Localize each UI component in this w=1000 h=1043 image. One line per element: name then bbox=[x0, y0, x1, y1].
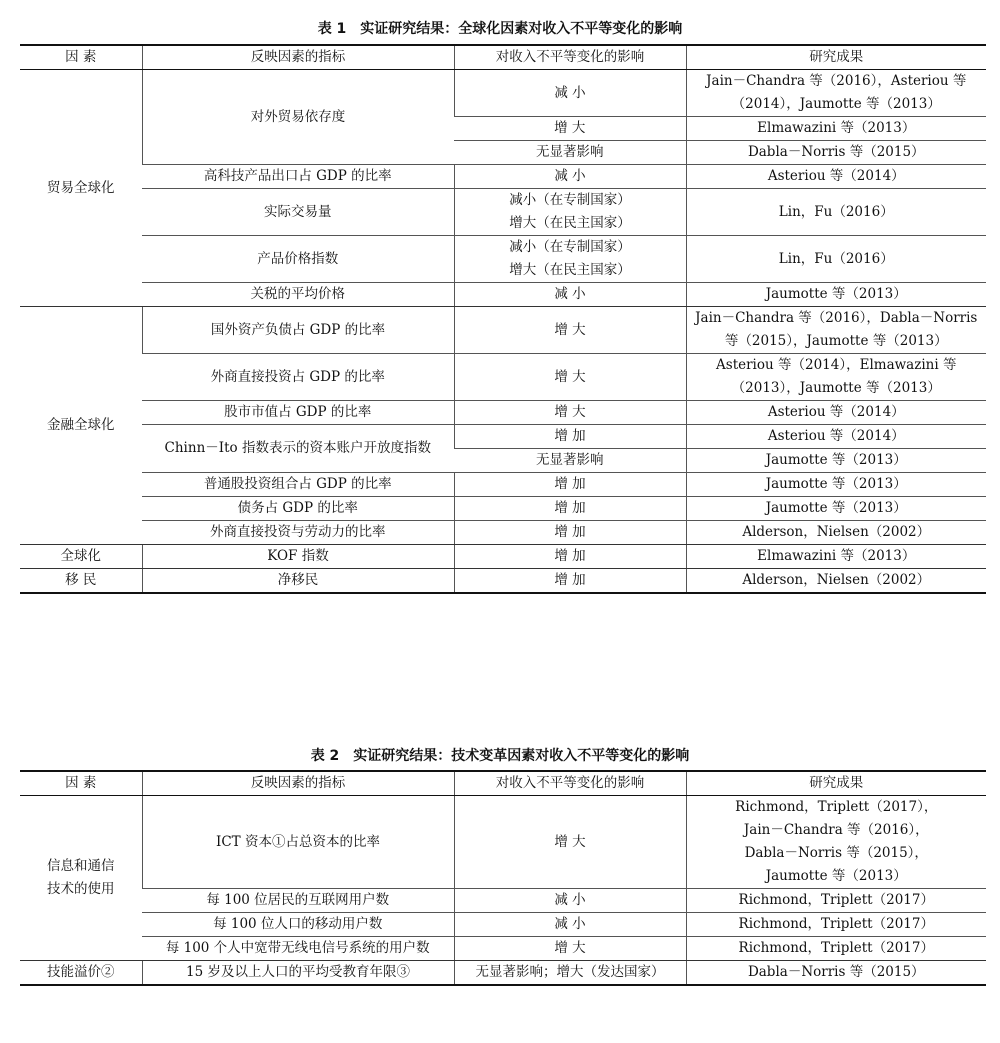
indicator-cell: 关税的平均价格 bbox=[142, 283, 454, 307]
indicator-cell: KOF 指数 bbox=[142, 545, 454, 569]
indicator-cell: Chinn－Ito 指数表示的资本账户开放度指数 bbox=[142, 425, 454, 473]
research-cell: Jaumotte 等（2013） bbox=[686, 449, 986, 473]
table-row bbox=[20, 425, 986, 449]
factor-cell bbox=[20, 796, 142, 961]
effect-cell: 减 小 bbox=[454, 165, 686, 189]
effect-cell: 增 大 bbox=[454, 117, 686, 141]
effect-cell: 减 小 bbox=[454, 889, 686, 913]
research-cell-line: Jain－Chandra 等（2016），Asteriou 等 bbox=[706, 73, 967, 89]
table-row bbox=[20, 283, 986, 307]
table2 bbox=[20, 770, 986, 986]
research-cell-line: （2014），Jaumotte 等（2013） bbox=[731, 96, 941, 112]
table-row bbox=[20, 165, 986, 189]
research-cell: Elmawazini 等（2013） bbox=[686, 545, 986, 569]
effect-cell: 增 大 bbox=[454, 307, 686, 354]
indicator-cell: 每 100 位人口的移动用户数 bbox=[142, 913, 454, 937]
research-cell: Jaumotte 等（2013） bbox=[686, 283, 986, 307]
research-cell-line: 等（2015），Jaumotte 等（2013） bbox=[724, 333, 948, 349]
research-cell: Richmond，Triplett（2017） bbox=[686, 913, 986, 937]
research-cell: Dabla－Norris 等（2015） bbox=[686, 141, 986, 165]
factor-cell: 技能溢价② bbox=[20, 961, 142, 986]
research-cell: Jaumotte 等（2013） bbox=[686, 473, 986, 497]
indicator-cell: 15 岁及以上人口的平均受教育年限③ bbox=[142, 961, 454, 986]
effect-cell: 增 大 bbox=[454, 937, 686, 961]
table-row bbox=[20, 889, 986, 913]
research-cell bbox=[686, 70, 986, 117]
research-cell: Lin，Fu（2016） bbox=[686, 189, 986, 236]
effect-cell bbox=[454, 236, 686, 283]
table-row bbox=[20, 796, 986, 889]
table-row bbox=[20, 545, 986, 569]
research-cell-line: Dabla－Norris 等（2015）， bbox=[744, 845, 928, 861]
effect-cell: 减 小 bbox=[454, 283, 686, 307]
factor-cell: 贸易全球化 bbox=[20, 70, 142, 307]
factor-cell: 移 民 bbox=[20, 569, 142, 594]
table1-header-cell: 对收入不平等变化的影响 bbox=[454, 45, 686, 70]
indicator-cell: 外商直接投资占 GDP 的比率 bbox=[142, 354, 454, 401]
effect-cell-line: 增大（在民主国家） bbox=[509, 262, 631, 278]
effect-cell: 无显著影响 bbox=[454, 141, 686, 165]
effect-cell: 增 加 bbox=[454, 473, 686, 497]
indicator-cell: 产品价格指数 bbox=[142, 236, 454, 283]
effect-cell-line: 减小（在专制国家） bbox=[509, 239, 631, 255]
research-cell: Asteriou 等（2014） bbox=[686, 425, 986, 449]
effect-cell: 无显著影响 bbox=[454, 449, 686, 473]
research-cell-line: Richmond，Triplett（2017）， bbox=[735, 799, 938, 815]
indicator-cell: 股市市值占 GDP 的比率 bbox=[142, 401, 454, 425]
table1-header-cell: 因 素 bbox=[20, 45, 142, 70]
indicator-cell: 净移民 bbox=[142, 569, 454, 594]
factor-cell-line: 技术的使用 bbox=[47, 881, 115, 897]
effect-cell: 增 加 bbox=[454, 425, 686, 449]
indicator-cell: 实际交易量 bbox=[142, 189, 454, 236]
table-row bbox=[20, 354, 986, 401]
indicator-cell: 普通股投资组合占 GDP 的比率 bbox=[142, 473, 454, 497]
table-row bbox=[20, 473, 986, 497]
effect-cell-line: 增大（在民主国家） bbox=[509, 215, 631, 231]
factor-cell: 全球化 bbox=[20, 545, 142, 569]
research-cell-line: Jaumotte 等（2013） bbox=[765, 868, 907, 884]
table-row bbox=[20, 401, 986, 425]
research-cell-line: （2013），Jaumotte 等（2013） bbox=[731, 380, 941, 396]
research-cell: Richmond，Triplett（2017） bbox=[686, 889, 986, 913]
table-row bbox=[20, 961, 986, 986]
effect-cell: 增 大 bbox=[454, 354, 686, 401]
research-cell bbox=[686, 307, 986, 354]
effect-cell: 增 大 bbox=[454, 796, 686, 889]
indicator-cell: 高科技产品出口占 GDP 的比率 bbox=[142, 165, 454, 189]
indicator-cell: 债务占 GDP 的比率 bbox=[142, 497, 454, 521]
table-row bbox=[20, 521, 986, 545]
effect-cell: 增 加 bbox=[454, 521, 686, 545]
indicator-cell: ICT 资本①占总资本的比率 bbox=[142, 796, 454, 889]
research-cell: Alderson，Nielsen（2002） bbox=[686, 521, 986, 545]
table-row bbox=[20, 913, 986, 937]
table2-header-cell: 对收入不平等变化的影响 bbox=[454, 771, 686, 796]
table2-header-row bbox=[20, 771, 986, 796]
table-row bbox=[20, 70, 986, 117]
table2-header-cell: 因 素 bbox=[20, 771, 142, 796]
research-cell: Jaumotte 等（2013） bbox=[686, 497, 986, 521]
effect-cell: 减 小 bbox=[454, 70, 686, 117]
research-cell: Lin，Fu（2016） bbox=[686, 236, 986, 283]
effect-cell bbox=[454, 189, 686, 236]
table-row bbox=[20, 497, 986, 521]
research-cell-line: Jain－Chandra 等（2016），Dabla－Norris bbox=[695, 310, 978, 326]
effect-cell-line: 减小（在专制国家） bbox=[509, 192, 631, 208]
research-cell: Richmond，Triplett（2017） bbox=[686, 937, 986, 961]
research-cell: Dabla－Norris 等（2015） bbox=[686, 961, 986, 986]
effect-cell: 减 小 bbox=[454, 913, 686, 937]
table2-header-cell: 研究成果 bbox=[686, 771, 986, 796]
effect-cell: 增 加 bbox=[454, 497, 686, 521]
table-row bbox=[20, 307, 986, 354]
table1-header-row bbox=[20, 45, 986, 70]
table2-header-cell: 反映因素的指标 bbox=[142, 771, 454, 796]
research-cell bbox=[686, 796, 986, 889]
research-cell: Elmawazini 等（2013） bbox=[686, 117, 986, 141]
table-row bbox=[20, 937, 986, 961]
research-cell: Alderson，Nielsen（2002） bbox=[686, 569, 986, 594]
effect-cell: 增 加 bbox=[454, 545, 686, 569]
research-cell-line: Asteriou 等（2014），Elmawazini 等 bbox=[716, 357, 957, 373]
research-cell-line: Jain－Chandra 等（2016）， bbox=[743, 822, 929, 838]
table1-caption: 表 1 实证研究结果：全球化因素对收入不平等变化的影响 bbox=[317, 21, 683, 37]
indicator-cell: 外商直接投资与劳动力的比率 bbox=[142, 521, 454, 545]
indicator-cell: 每 100 个人中宽带无线电信号系统的用户数 bbox=[142, 937, 454, 961]
research-cell bbox=[686, 354, 986, 401]
indicator-cell: 对外贸易依存度 bbox=[142, 70, 454, 165]
effect-cell: 无显著影响；增大（发达国家） bbox=[454, 961, 686, 986]
table1-header-cell: 反映因素的指标 bbox=[142, 45, 454, 70]
research-cell: Asteriou 等（2014） bbox=[686, 401, 986, 425]
factor-cell-line: 信息和通信 bbox=[47, 858, 115, 874]
table1 bbox=[20, 44, 986, 594]
table-row bbox=[20, 569, 986, 594]
research-cell: Asteriou 等（2014） bbox=[686, 165, 986, 189]
table1-header-cell: 研究成果 bbox=[686, 45, 986, 70]
effect-cell: 增 大 bbox=[454, 401, 686, 425]
factor-cell: 金融全球化 bbox=[20, 307, 142, 545]
indicator-cell: 国外资产负债占 GDP 的比率 bbox=[142, 307, 454, 354]
effect-cell: 增 加 bbox=[454, 569, 686, 594]
table2-caption: 表 2 实证研究结果：技术变革因素对收入不平等变化的影响 bbox=[310, 748, 690, 764]
indicator-cell: 每 100 位居民的互联网用户数 bbox=[142, 889, 454, 913]
table-row bbox=[20, 189, 986, 236]
table-row bbox=[20, 236, 986, 283]
